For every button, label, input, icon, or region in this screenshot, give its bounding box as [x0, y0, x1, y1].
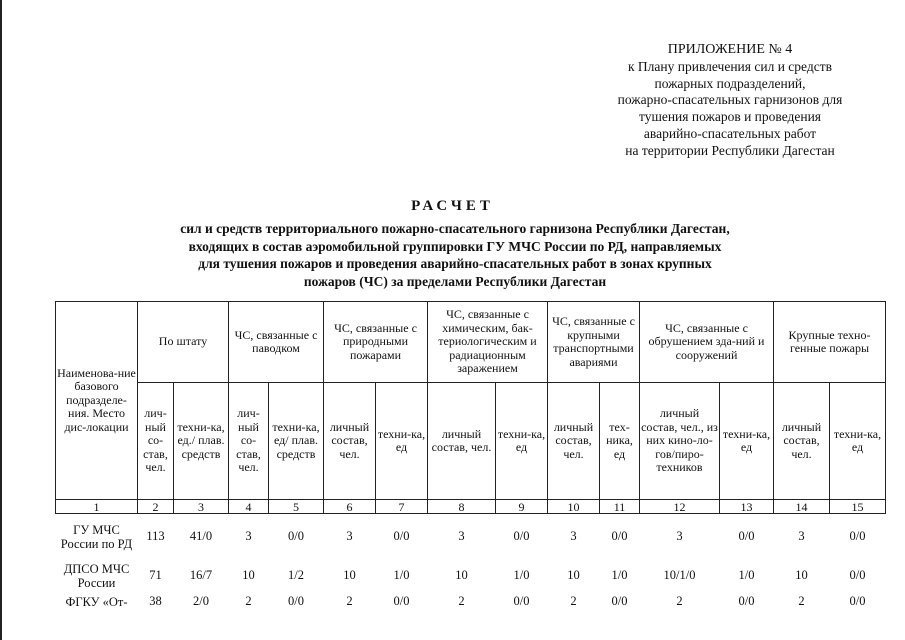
cell-value: 10 — [242, 568, 255, 583]
unit-name: ФГКУ «От- — [65, 595, 128, 609]
scan-edge-line — [0, 0, 2, 640]
subtitle-line: пожаров (ЧС) за пределами Республики Дагестан — [303, 273, 607, 289]
cell-value: 0/0 — [513, 529, 530, 544]
subheader: техни-ка, ед — [830, 383, 886, 500]
subheader: личный состав, чел., из них кино-ло-гов/пиро-техников — [640, 383, 720, 500]
cell-value: 0/0 — [513, 594, 530, 609]
subheader: техни-ка, ед — [496, 383, 548, 500]
cell-value: 3 — [676, 529, 683, 544]
column-number: 8 — [428, 500, 496, 514]
column-number: 6 — [324, 500, 376, 514]
table-row — [56, 514, 886, 561]
cell-value: 2 — [570, 594, 577, 609]
column-number: 3 — [174, 500, 229, 514]
document-subtitle — [110, 220, 800, 290]
unit-name: ГУ МЧС России по РД — [60, 523, 133, 551]
appendix-line: пожарных подразделений, — [654, 75, 806, 91]
header-group: ЧС, связанные с обрушением зда-ний и сооружений — [640, 302, 774, 383]
column-number: 5 — [269, 500, 324, 514]
column-number: 10 — [548, 500, 600, 514]
cell-value: 3 — [798, 529, 805, 544]
cell-value: 2 — [458, 594, 465, 609]
forces-table — [55, 301, 886, 612]
cell-value: 1/0 — [738, 568, 755, 583]
column-number: 7 — [376, 500, 428, 514]
cell-value: 0/0 — [288, 529, 304, 544]
cell-value: 0/0 — [849, 529, 866, 544]
column-number: 1 — [56, 500, 138, 514]
header-group: По штату — [138, 302, 229, 383]
appendix-line: тушения пожаров и проведения — [638, 109, 822, 125]
cell-value: 2 — [245, 594, 252, 609]
subheader: лич-ный со-став, чел. — [229, 383, 269, 500]
subheader: техни-ка, ед — [376, 383, 428, 500]
cell-value: 2 — [798, 594, 805, 609]
column-number: 11 — [600, 500, 640, 514]
column-number: 2 — [138, 500, 174, 514]
cell-value: 16/7 — [189, 568, 213, 583]
unit-name: ДПСО МЧС России — [63, 562, 130, 590]
cell-value: 10 — [455, 568, 468, 583]
subheader: лич-ный со-став, чел. — [138, 383, 174, 500]
column-number: 14 — [774, 500, 830, 514]
appendix-line: пожарно-спасательных гарнизонов для — [617, 92, 843, 108]
document-heading: РАСЧЕТ — [411, 198, 494, 214]
column-number: 13 — [720, 500, 774, 514]
subheader: личный состав, чел. — [774, 383, 830, 500]
cell-value: 71 — [149, 568, 162, 583]
cell-value: 0/0 — [393, 529, 410, 544]
table-row — [56, 592, 886, 612]
appendix-title: ПРИЛОЖЕНИЕ № 4 — [667, 42, 793, 57]
header-group: Крупные техно-генные пожары — [774, 302, 886, 383]
cell-value: 2 — [676, 594, 683, 609]
cell-value: 1/0 — [393, 568, 410, 583]
appendix-block — [560, 42, 900, 160]
header-group: ЧС, связанные с паводком — [229, 302, 324, 383]
table-row — [56, 560, 886, 592]
appendix-line: аварийно-спасательных работ — [643, 125, 817, 141]
subheader: техни-ка, ед./ плав. средств — [174, 383, 229, 500]
column-number: 9 — [496, 500, 548, 514]
cell-value: 10/1/0 — [663, 568, 696, 583]
appendix-line: на территории Республики Дагестан — [625, 142, 835, 158]
appendix-line: к Плану привлечения сил и средств — [628, 58, 832, 74]
subtitle-line: входящих в состав аэромобильной группировки ГУ МЧС России по РД, направляемых — [188, 238, 722, 254]
cell-value: 113 — [146, 529, 165, 544]
subheader: личный состав, чел. — [324, 383, 376, 500]
cell-value: 10 — [795, 568, 808, 583]
cell-value: 1/0 — [513, 568, 530, 583]
cell-value: 0/0 — [738, 594, 755, 609]
subheader: личный состав, чел. — [548, 383, 600, 500]
column-number: 4 — [229, 500, 269, 514]
subtitle-line: сил и средств территориального пожарно-спасательного гарнизона Республики Дагестан, — [180, 221, 730, 236]
cell-value: 0/0 — [393, 594, 410, 609]
column-number: 12 — [640, 500, 720, 514]
cell-value: 0/0 — [849, 594, 866, 609]
cell-value: 3 — [570, 529, 577, 544]
header-group: ЧС, связанные с химическим, бак-териологическим и радиационным заражением — [428, 302, 548, 383]
cell-value: 1/2 — [288, 568, 304, 583]
subheader: техни-ка, ед — [720, 383, 774, 500]
header-group: ЧС, связанные с природными пожарами — [324, 302, 428, 383]
cell-value: 3 — [458, 529, 465, 544]
cell-value: 10 — [343, 568, 356, 583]
cell-value: 10 — [567, 568, 580, 583]
subheader: техни-ка, ед/ плав. средств — [269, 383, 324, 500]
subheader: личный состав, чел. — [428, 383, 496, 500]
cell-value: 41/0 — [189, 529, 213, 544]
subtitle-line: для тушения пожаров и проведения аварийно-спасательных работ в зонах крупных — [198, 256, 712, 271]
cell-value: 0/0 — [738, 529, 755, 544]
cell-value: 3 — [346, 529, 353, 544]
cell-value: 0/0 — [611, 594, 628, 609]
header-unit-name: Наименова-ние базового подразделе-ния. Место дис-локации — [56, 302, 138, 500]
cell-value: 3 — [245, 529, 252, 544]
cell-value: 0/0 — [611, 529, 628, 544]
cell-value: 2/0 — [193, 594, 209, 609]
column-number: 15 — [830, 500, 886, 514]
cell-value: 0/0 — [849, 568, 866, 583]
header-group: ЧС, связанные с крупными транспортными авариями — [548, 302, 640, 383]
cell-value: 2 — [346, 594, 353, 609]
cell-value: 1/0 — [611, 568, 628, 583]
subheader: тех-ника, ед — [600, 383, 640, 500]
cell-value: 38 — [149, 594, 162, 609]
cell-value: 0/0 — [288, 594, 304, 609]
